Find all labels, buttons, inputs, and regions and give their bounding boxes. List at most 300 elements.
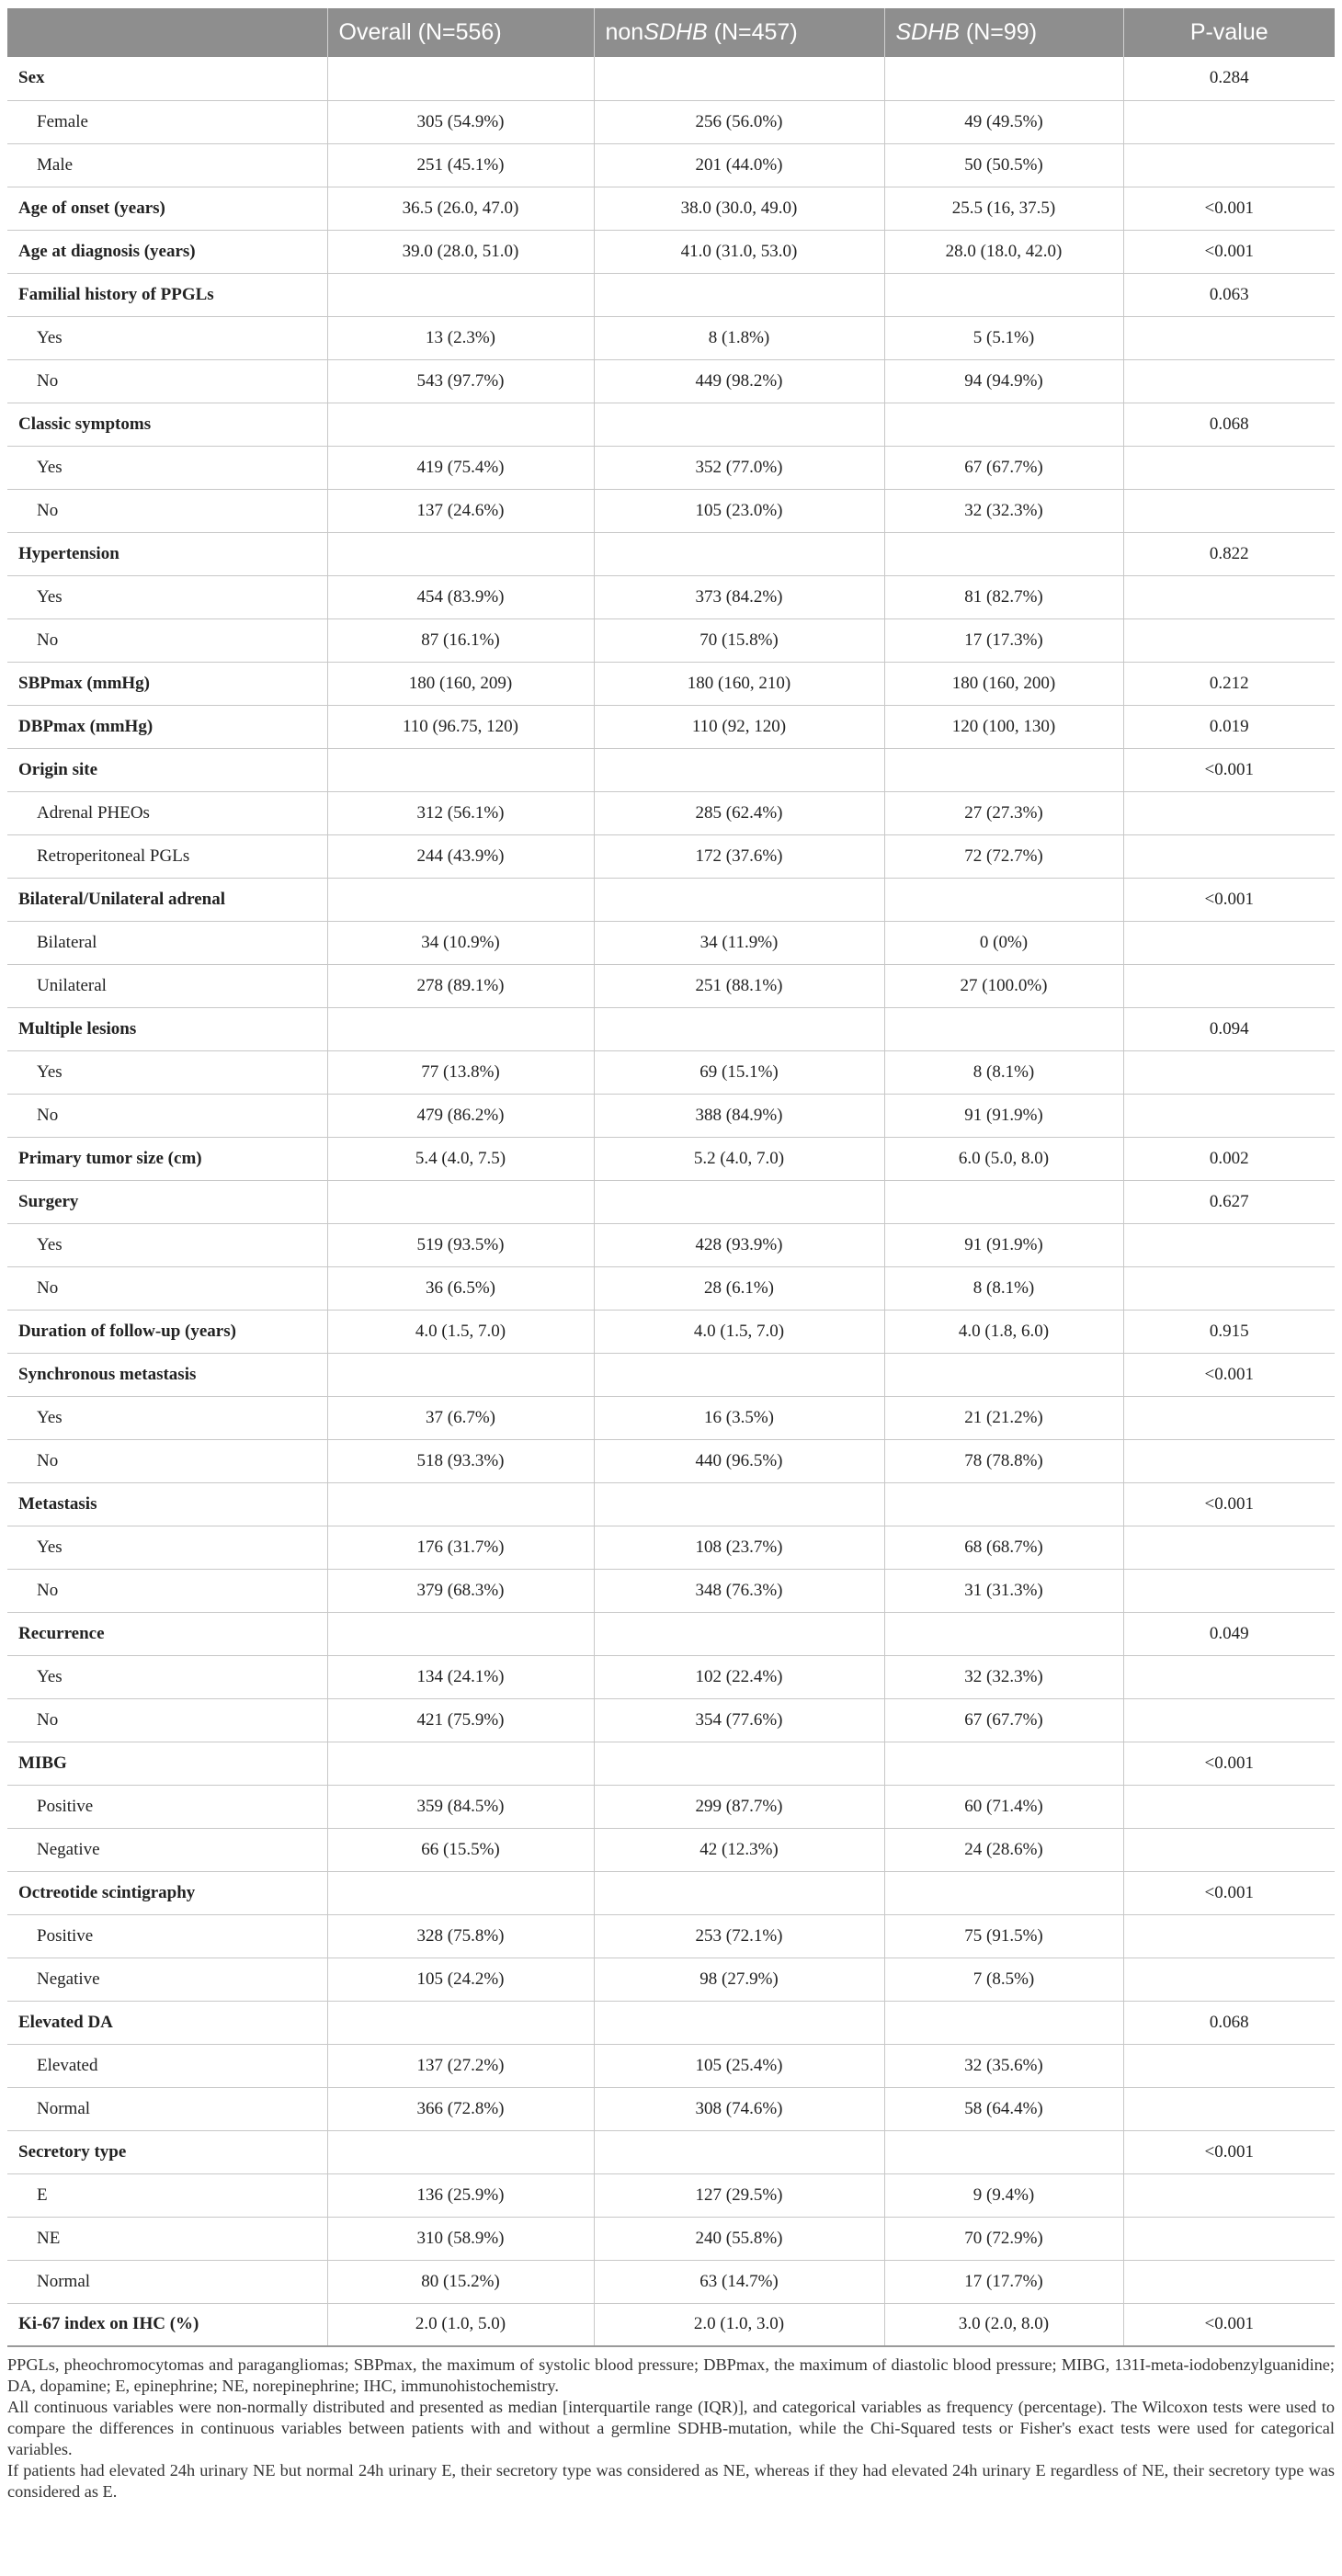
cell-overall: 34 (10.9%) [327,921,594,964]
row-label: No [7,489,327,532]
cell-pvalue [1123,2260,1335,2303]
cell-overall: 37 (6.7%) [327,1396,594,1439]
cell-nonsdhb [594,532,884,575]
cell-nonsdhb: 16 (3.5%) [594,1396,884,1439]
cell-nonsdhb: 201 (44.0%) [594,143,884,187]
row-label: Yes [7,1223,327,1266]
cell-overall: 2.0 (1.0, 5.0) [327,2303,594,2346]
cell-overall: 80 (15.2%) [327,2260,594,2303]
row-label: E [7,2173,327,2217]
table-row [7,1266,1335,1310]
cell-overall: 137 (24.6%) [327,489,594,532]
cell-pvalue: 0.822 [1123,532,1335,575]
row-label: Recurrence [7,1612,327,1655]
header-overall: Overall (N=556) [327,8,594,57]
table-row [7,1698,1335,1742]
cell-nonsdhb: 373 (84.2%) [594,575,884,618]
cell-sdhb: 67 (67.7%) [884,1698,1123,1742]
cell-overall: 136 (25.9%) [327,2173,594,2217]
cell-pvalue: <0.001 [1123,1482,1335,1526]
cell-overall [327,1482,594,1526]
cell-sdhb: 4.0 (1.8, 6.0) [884,1310,1123,1353]
cell-nonsdhb: 299 (87.7%) [594,1785,884,1828]
row-label: Sex [7,57,327,100]
table-row [7,1958,1335,2001]
cell-overall: 105 (24.2%) [327,1958,594,2001]
cell-sdhb: 70 (72.9%) [884,2217,1123,2260]
cell-pvalue [1123,2173,1335,2217]
cell-nonsdhb: 428 (93.9%) [594,1223,884,1266]
cell-nonsdhb: 308 (74.6%) [594,2087,884,2130]
cell-pvalue: 0.002 [1123,1137,1335,1180]
cell-sdhb: 24 (28.6%) [884,1828,1123,1871]
cell-sdhb: 180 (160, 200) [884,662,1123,705]
cell-overall: 519 (93.5%) [327,1223,594,1266]
table-row [7,921,1335,964]
cell-sdhb: 120 (100, 130) [884,705,1123,748]
cell-pvalue: 0.915 [1123,1310,1335,1353]
cell-nonsdhb [594,273,884,316]
cell-overall: 77 (13.8%) [327,1050,594,1094]
cell-pvalue [1123,1785,1335,1828]
cell-pvalue [1123,791,1335,834]
cell-nonsdhb [594,1007,884,1050]
cell-overall: 180 (160, 209) [327,662,594,705]
cell-sdhb: 72 (72.7%) [884,834,1123,878]
cell-overall [327,1871,594,1914]
row-label: Yes [7,316,327,359]
cell-overall [327,878,594,921]
cell-sdhb [884,1871,1123,1914]
cell-sdhb [884,1353,1123,1396]
cell-overall: 36.5 (26.0, 47.0) [327,187,594,230]
table-header [7,8,1335,57]
cell-sdhb [884,2001,1123,2044]
cell-overall [327,532,594,575]
cell-pvalue [1123,143,1335,187]
cell-overall: 66 (15.5%) [327,1828,594,1871]
cell-pvalue [1123,575,1335,618]
row-label: Age of onset (years) [7,187,327,230]
cell-sdhb: 32 (35.6%) [884,2044,1123,2087]
cell-sdhb: 49 (49.5%) [884,100,1123,143]
cell-sdhb: 7 (8.5%) [884,1958,1123,2001]
table-row [7,2303,1335,2346]
table-footnotes [7,2355,1335,2502]
cell-pvalue [1123,1569,1335,1612]
row-label: Unilateral [7,964,327,1007]
cell-overall: 39.0 (28.0, 51.0) [327,230,594,273]
table-row [7,834,1335,878]
cell-nonsdhb: 41.0 (31.0, 53.0) [594,230,884,273]
cell-pvalue: 0.019 [1123,705,1335,748]
cell-sdhb [884,1482,1123,1526]
cell-overall: 176 (31.7%) [327,1526,594,1569]
cell-pvalue: <0.001 [1123,2130,1335,2173]
cell-nonsdhb: 127 (29.5%) [594,2173,884,2217]
cell-sdhb [884,878,1123,921]
cell-pvalue [1123,921,1335,964]
row-label: Metastasis [7,1482,327,1526]
table-row [7,791,1335,834]
cell-overall: 134 (24.1%) [327,1655,594,1698]
table-row [7,1310,1335,1353]
row-label: Octreotide scintigraphy [7,1871,327,1914]
cell-nonsdhb: 388 (84.9%) [594,1094,884,1137]
row-label: DBPmax (mmHg) [7,705,327,748]
cell-sdhb: 27 (27.3%) [884,791,1123,834]
cell-pvalue [1123,1958,1335,2001]
cell-nonsdhb [594,1742,884,1785]
cell-nonsdhb: 251 (88.1%) [594,964,884,1007]
cell-sdhb [884,403,1123,446]
row-label: No [7,1266,327,1310]
row-label: Yes [7,1396,327,1439]
row-label: Negative [7,1828,327,1871]
cell-overall [327,2001,594,2044]
cell-overall: 305 (54.9%) [327,100,594,143]
row-label: No [7,1569,327,1612]
table-row [7,1007,1335,1050]
table-row [7,403,1335,446]
cell-pvalue: 0.068 [1123,403,1335,446]
cell-overall: 244 (43.9%) [327,834,594,878]
cell-pvalue: <0.001 [1123,2303,1335,2346]
cell-nonsdhb: 34 (11.9%) [594,921,884,964]
cell-sdhb [884,2130,1123,2173]
row-label: Retroperitoneal PGLs [7,834,327,878]
cell-sdhb: 94 (94.9%) [884,359,1123,403]
row-label: Multiple lesions [7,1007,327,1050]
header-variable [7,8,327,57]
cell-overall: 366 (72.8%) [327,2087,594,2130]
cell-overall: 310 (58.9%) [327,2217,594,2260]
cell-pvalue [1123,1698,1335,1742]
cell-sdhb [884,1612,1123,1655]
table-row [7,273,1335,316]
table-row [7,230,1335,273]
cell-pvalue: 0.284 [1123,57,1335,100]
row-label: Male [7,143,327,187]
cell-sdhb: 78 (78.8%) [884,1439,1123,1482]
table-row [7,1785,1335,1828]
cell-nonsdhb [594,1180,884,1223]
cell-sdhb: 17 (17.7%) [884,2260,1123,2303]
cell-sdhb: 17 (17.3%) [884,618,1123,662]
row-label: Classic symptoms [7,403,327,446]
row-label: No [7,618,327,662]
table-row [7,2087,1335,2130]
cell-sdhb: 31 (31.3%) [884,1569,1123,1612]
cell-sdhb: 5 (5.1%) [884,316,1123,359]
cell-nonsdhb: 70 (15.8%) [594,618,884,662]
cell-overall [327,1353,594,1396]
cell-overall: 87 (16.1%) [327,618,594,662]
table-row [7,1223,1335,1266]
cell-nonsdhb: 108 (23.7%) [594,1526,884,1569]
cell-pvalue [1123,100,1335,143]
cell-nonsdhb: 440 (96.5%) [594,1439,884,1482]
cell-pvalue: <0.001 [1123,878,1335,921]
cell-sdhb: 50 (50.5%) [884,143,1123,187]
footnote: PPGLs, pheochromocytomas and paragangliomas; SBPmax, the maximum of systolic blood pressure; DBPmax, the maximum of diastolic blood pressure; MIBG, 131I-meta-iodobenzylguanidine; DA, dopamine; E, epinephrine; NE, norepinephrine; IHC, immunohistochemistry. [7,2355,1335,2395]
cell-overall [327,1742,594,1785]
row-label: Yes [7,1526,327,1569]
table-row [7,1871,1335,1914]
cell-nonsdhb [594,1353,884,1396]
cell-sdhb: 91 (91.9%) [884,1223,1123,1266]
row-label: Age at diagnosis (years) [7,230,327,273]
cell-sdhb [884,57,1123,100]
table-row [7,575,1335,618]
row-label: Hypertension [7,532,327,575]
cell-sdhb: 60 (71.4%) [884,1785,1123,1828]
cell-nonsdhb [594,2001,884,2044]
row-label: NE [7,2217,327,2260]
table-row [7,2260,1335,2303]
cell-pvalue: <0.001 [1123,1353,1335,1396]
cell-nonsdhb: 2.0 (1.0, 3.0) [594,2303,884,2346]
cell-overall: 518 (93.3%) [327,1439,594,1482]
cell-pvalue [1123,1266,1335,1310]
cell-pvalue: <0.001 [1123,230,1335,273]
cell-overall: 5.4 (4.0, 7.5) [327,1137,594,1180]
cell-overall [327,2130,594,2173]
row-label: Secretory type [7,2130,327,2173]
table-row [7,100,1335,143]
cell-sdhb [884,1742,1123,1785]
cell-sdhb: 25.5 (16, 37.5) [884,187,1123,230]
table-row [7,316,1335,359]
table-row [7,143,1335,187]
table-row [7,489,1335,532]
cell-nonsdhb: 98 (27.9%) [594,1958,884,2001]
row-label: Origin site [7,748,327,791]
cell-nonsdhb: 256 (56.0%) [594,100,884,143]
row-label: Elevated [7,2044,327,2087]
cell-nonsdhb: 348 (76.3%) [594,1569,884,1612]
row-label: Yes [7,1655,327,1698]
cell-pvalue [1123,2044,1335,2087]
row-label: Duration of follow-up (years) [7,1310,327,1353]
cell-sdhb [884,1180,1123,1223]
table-row [7,1569,1335,1612]
cell-overall: 312 (56.1%) [327,791,594,834]
table-row [7,1742,1335,1785]
cell-nonsdhb: 180 (160, 210) [594,662,884,705]
cell-sdhb: 68 (68.7%) [884,1526,1123,1569]
cell-overall: 419 (75.4%) [327,446,594,489]
row-label: Negative [7,1958,327,2001]
cell-sdhb: 6.0 (5.0, 8.0) [884,1137,1123,1180]
table-container [7,8,1335,2502]
footnote: All continuous variables were non-normally distributed and presented as median [interquartile range (IQR)], and categorical variables as frequency (percentage). The Wilcoxon tests were used to compare the differences in continuous variables between patients with and without a germline SDHB-mutation, while the Chi-Squared tests or Fisher's exact tests were used for categorical variables. [7,2398,1335,2458]
cell-nonsdhb: 352 (77.0%) [594,446,884,489]
table-row [7,705,1335,748]
row-label: SBPmax (mmHg) [7,662,327,705]
cell-nonsdhb: 8 (1.8%) [594,316,884,359]
cell-nonsdhb [594,2130,884,2173]
table-row [7,1137,1335,1180]
cell-pvalue [1123,1050,1335,1094]
cell-sdhb [884,748,1123,791]
table-row [7,2130,1335,2173]
table-row [7,1655,1335,1698]
header-nonsdhb: nonSDHB (N=457) [594,8,884,57]
cell-pvalue [1123,359,1335,403]
cell-nonsdhb [594,878,884,921]
cell-overall: 36 (6.5%) [327,1266,594,1310]
row-label: Positive [7,1785,327,1828]
cell-pvalue: <0.001 [1123,1871,1335,1914]
cell-overall [327,1007,594,1050]
cell-nonsdhb [594,1871,884,1914]
table-row [7,2044,1335,2087]
cell-pvalue: <0.001 [1123,187,1335,230]
table-row [7,187,1335,230]
cell-pvalue [1123,1526,1335,1569]
table-row [7,748,1335,791]
table-row [7,1526,1335,1569]
cell-overall [327,57,594,100]
cell-overall: 421 (75.9%) [327,1698,594,1742]
cell-pvalue [1123,316,1335,359]
cell-overall: 110 (96.75, 120) [327,705,594,748]
row-label: No [7,359,327,403]
cell-nonsdhb [594,1482,884,1526]
cell-overall: 13 (2.3%) [327,316,594,359]
row-label: Normal [7,2087,327,2130]
cell-pvalue [1123,618,1335,662]
cell-pvalue: 0.094 [1123,1007,1335,1050]
cell-pvalue: 0.212 [1123,662,1335,705]
row-label: Surgery [7,1180,327,1223]
cell-sdhb [884,273,1123,316]
cell-pvalue [1123,1223,1335,1266]
cell-nonsdhb: 69 (15.1%) [594,1050,884,1094]
row-label: Synchronous metastasis [7,1353,327,1396]
cell-nonsdhb: 172 (37.6%) [594,834,884,878]
cell-nonsdhb: 449 (98.2%) [594,359,884,403]
characteristics-table [7,8,1335,2347]
cell-sdhb [884,532,1123,575]
row-label: Yes [7,446,327,489]
cell-sdhb: 81 (82.7%) [884,575,1123,618]
table-row [7,2001,1335,2044]
footnote: If patients had elevated 24h urinary NE but normal 24h urinary E, their secretory type was considered as NE, whereas if they had elevated 24h urinary E regardless of NE, their secretory type was considered as E. [7,2461,1335,2501]
cell-overall: 251 (45.1%) [327,143,594,187]
cell-overall: 137 (27.2%) [327,2044,594,2087]
cell-nonsdhb: 42 (12.3%) [594,1828,884,1871]
row-label: No [7,1439,327,1482]
cell-pvalue [1123,1094,1335,1137]
cell-pvalue [1123,1828,1335,1871]
cell-overall [327,1612,594,1655]
cell-pvalue: <0.001 [1123,1742,1335,1785]
header-pvalue: P-value [1123,8,1335,57]
row-label: Primary tumor size (cm) [7,1137,327,1180]
table-row [7,878,1335,921]
cell-pvalue [1123,964,1335,1007]
table-row [7,2217,1335,2260]
row-label: Elevated DA [7,2001,327,2044]
cell-pvalue [1123,1914,1335,1958]
cell-pvalue: <0.001 [1123,748,1335,791]
table-row [7,662,1335,705]
cell-overall [327,748,594,791]
cell-sdhb: 8 (8.1%) [884,1266,1123,1310]
cell-nonsdhb: 110 (92, 120) [594,705,884,748]
table-row [7,1612,1335,1655]
table-row [7,1353,1335,1396]
cell-nonsdhb: 28 (6.1%) [594,1266,884,1310]
cell-pvalue [1123,2087,1335,2130]
cell-overall: 543 (97.7%) [327,359,594,403]
cell-nonsdhb: 105 (23.0%) [594,489,884,532]
row-label: Bilateral [7,921,327,964]
row-label: MIBG [7,1742,327,1785]
cell-nonsdhb: 102 (22.4%) [594,1655,884,1698]
cell-sdhb: 28.0 (18.0, 42.0) [884,230,1123,273]
cell-pvalue [1123,1439,1335,1482]
cell-pvalue: 0.049 [1123,1612,1335,1655]
cell-pvalue [1123,2217,1335,2260]
cell-nonsdhb [594,403,884,446]
row-label: Positive [7,1914,327,1958]
row-label: Yes [7,1050,327,1094]
cell-overall [327,403,594,446]
cell-nonsdhb: 4.0 (1.5, 7.0) [594,1310,884,1353]
cell-sdhb: 21 (21.2%) [884,1396,1123,1439]
cell-pvalue [1123,1396,1335,1439]
cell-overall: 379 (68.3%) [327,1569,594,1612]
cell-sdhb: 67 (67.7%) [884,446,1123,489]
table-row [7,1396,1335,1439]
table-row [7,1180,1335,1223]
cell-sdhb: 9 (9.4%) [884,2173,1123,2217]
row-label: Adrenal PHEOs [7,791,327,834]
cell-nonsdhb [594,57,884,100]
table-row [7,532,1335,575]
cell-overall: 454 (83.9%) [327,575,594,618]
table-row [7,359,1335,403]
cell-pvalue [1123,834,1335,878]
cell-sdhb: 32 (32.3%) [884,1655,1123,1698]
table-row [7,2173,1335,2217]
row-label: Normal [7,2260,327,2303]
cell-pvalue: 0.068 [1123,2001,1335,2044]
cell-nonsdhb: 253 (72.1%) [594,1914,884,1958]
cell-sdhb: 27 (100.0%) [884,964,1123,1007]
table-row [7,1828,1335,1871]
cell-nonsdhb: 285 (62.4%) [594,791,884,834]
table-row [7,1094,1335,1137]
cell-nonsdhb: 354 (77.6%) [594,1698,884,1742]
table-row [7,1439,1335,1482]
cell-overall: 4.0 (1.5, 7.0) [327,1310,594,1353]
cell-sdhb: 91 (91.9%) [884,1094,1123,1137]
cell-sdhb: 58 (64.4%) [884,2087,1123,2130]
cell-nonsdhb: 240 (55.8%) [594,2217,884,2260]
table-row [7,57,1335,100]
row-label: No [7,1094,327,1137]
table-row [7,446,1335,489]
row-label: Familial history of PPGLs [7,273,327,316]
cell-sdhb: 32 (32.3%) [884,489,1123,532]
cell-overall: 479 (86.2%) [327,1094,594,1137]
row-label: Bilateral/Unilateral adrenal [7,878,327,921]
table-row [7,1050,1335,1094]
